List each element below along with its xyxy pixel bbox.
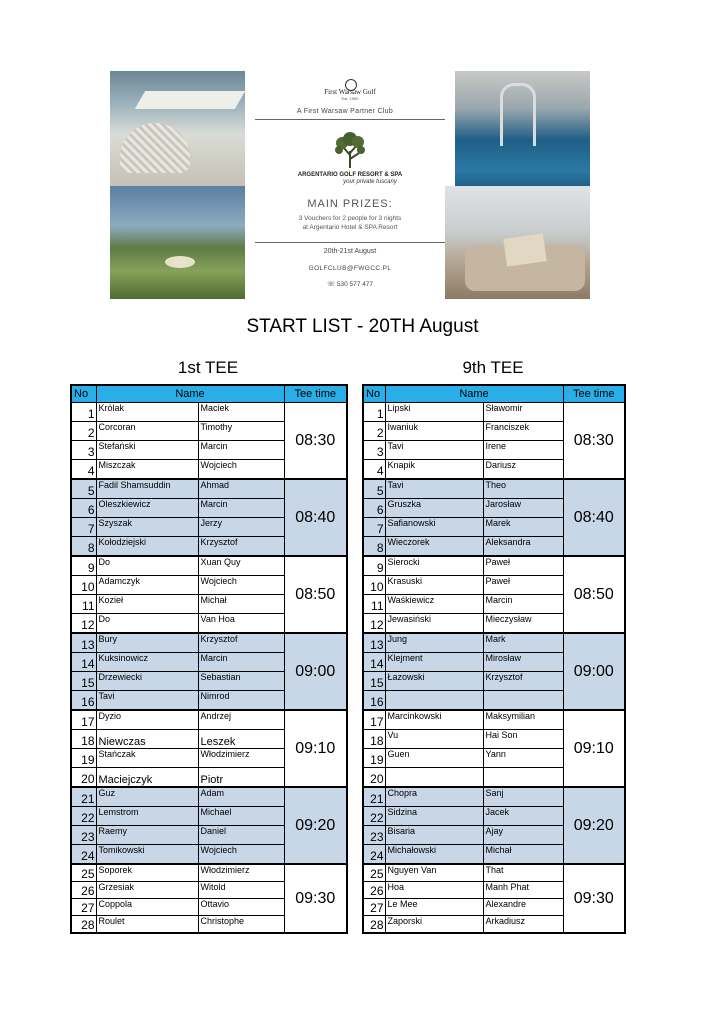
player-surname: Tavi [96, 691, 198, 711]
player-first-name: Alexandre [483, 899, 563, 916]
group-tee-time: 08:50 [563, 556, 625, 633]
player-surname [385, 691, 483, 711]
player-first-name: Franciszek [483, 422, 563, 441]
player-number: 12 [71, 614, 96, 634]
player-number: 6 [363, 499, 385, 518]
lounge-photo [110, 71, 245, 186]
player-number: 19 [71, 749, 96, 768]
player-number: 8 [71, 537, 96, 557]
player-number: 9 [71, 556, 96, 576]
player-number: 21 [71, 787, 96, 807]
player-number: 24 [363, 845, 385, 865]
column-header-no: No [71, 385, 96, 403]
group-tee-time: 09:20 [284, 787, 347, 864]
player-first-name: Mieczysław [483, 614, 563, 634]
start-list-table-1st-tee [70, 384, 348, 934]
column-header-name: Name [385, 385, 563, 403]
player-first-name: Theo [483, 479, 563, 499]
resort-name: ARGENTARIO GOLF RESORT & SPA [297, 172, 403, 178]
player-first-name: Marcin [198, 441, 284, 460]
player-number: 10 [363, 576, 385, 595]
contact-email: GOLFCLUB@FWGCC.PL [308, 265, 392, 272]
player-surname: Soporek [96, 864, 198, 882]
phone-icon: ☏ [326, 281, 336, 288]
player-first-name: Michał [198, 595, 284, 614]
player-first-name: Sanj [483, 787, 563, 807]
player-surname: Dyzio [96, 710, 198, 730]
player-number: 18 [363, 730, 385, 749]
player-number: 28 [71, 916, 96, 934]
tee-heading-1st: 1st TEE [177, 358, 239, 377]
column-header-tee-time: Tee time [563, 385, 625, 403]
player-number: 8 [363, 537, 385, 557]
player-first-name: Krzysztof [198, 633, 284, 653]
prizes-line-1: 3 Vouchers for 2 people for 3 nights [298, 215, 402, 222]
club-since: Est. 1990 [341, 96, 359, 101]
player-surname: Le Mee [385, 899, 483, 916]
player-surname: Do [96, 614, 198, 634]
player-surname: Jung [385, 633, 483, 653]
player-surname: Niewczas [96, 730, 198, 749]
player-first-name: Jacek [483, 807, 563, 826]
player-number: 14 [71, 653, 96, 672]
player-first-name: Manh Phat [483, 882, 563, 899]
player-number: 5 [363, 479, 385, 499]
player-surname: Adamczyk [96, 576, 198, 595]
table-row [71, 633, 347, 653]
player-first-name: Andrzej [198, 710, 284, 730]
player-first-name: Marcin [198, 653, 284, 672]
player-number: 22 [71, 807, 96, 826]
player-number: 2 [363, 422, 385, 441]
player-surname: Szyszak [96, 518, 198, 537]
player-first-name: Marcin [483, 595, 563, 614]
player-first-name: Michael [198, 807, 284, 826]
player-number: 11 [363, 595, 385, 614]
table-row [363, 710, 625, 730]
group-tee-time: 08:30 [563, 403, 625, 480]
player-number: 9 [363, 556, 385, 576]
player-surname: Sidzina [385, 807, 483, 826]
player-number: 11 [71, 595, 96, 614]
player-surname: Tavi [385, 441, 483, 460]
player-surname: Do [96, 556, 198, 576]
table-row [71, 787, 347, 807]
player-surname: Raemy [96, 826, 198, 845]
table-row [363, 556, 625, 576]
table-row [71, 864, 347, 882]
player-number: 25 [71, 864, 96, 882]
player-number: 18 [71, 730, 96, 749]
player-first-name: Yann [483, 749, 563, 768]
player-first-name: Wojciech [198, 576, 284, 595]
player-first-name: Włodzimierz [198, 749, 284, 768]
player-surname: Kuksinowicz [96, 653, 198, 672]
player-number: 3 [363, 441, 385, 460]
player-number: 13 [363, 633, 385, 653]
player-surname: Kozieł [96, 595, 198, 614]
player-first-name: Włodzimierz [198, 864, 284, 882]
player-first-name: Arkadiusz [483, 916, 563, 934]
player-first-name: Van Hoa [198, 614, 284, 634]
table-header-row [71, 385, 347, 403]
player-first-name: Sebastian [198, 672, 284, 691]
player-surname: Coppola [96, 899, 198, 916]
player-first-name: Adam [198, 787, 284, 807]
prizes-title: MAIN PRIZES: [307, 198, 393, 210]
player-number: 28 [363, 916, 385, 934]
group-tee-time: 09:00 [563, 633, 625, 710]
table-row [71, 403, 347, 422]
player-surname: Roulet [96, 916, 198, 934]
player-number: 7 [363, 518, 385, 537]
player-first-name: Ahmad [198, 479, 284, 499]
group-tee-time: 09:30 [284, 864, 347, 933]
group-tee-time: 09:30 [563, 864, 625, 933]
player-surname: Lemstrom [96, 807, 198, 826]
player-surname: Królak [96, 403, 198, 422]
divider [255, 242, 445, 243]
player-first-name: Marek [483, 518, 563, 537]
player-first-name: Ottavio [198, 899, 284, 916]
group-tee-time: 08:40 [563, 479, 625, 556]
player-surname: Fadil Shamsuddin [96, 479, 198, 499]
banner-text-panel [245, 71, 455, 299]
table-row [363, 479, 625, 499]
page-title: START LIST - 20TH August [246, 316, 479, 337]
player-surname: Stańczak [96, 749, 198, 768]
player-first-name: Wojciech [198, 845, 284, 865]
player-first-name: Daniel [198, 826, 284, 845]
player-surname: Vu [385, 730, 483, 749]
player-number: 4 [363, 460, 385, 480]
player-number: 3 [71, 441, 96, 460]
player-number: 17 [71, 710, 96, 730]
player-surname: Safianowski [385, 518, 483, 537]
start-list-table-9th-tee [362, 384, 626, 934]
player-surname: Krasuski [385, 576, 483, 595]
player-surname: Sierocki [385, 556, 483, 576]
player-first-name: Sławomir [483, 403, 563, 422]
player-first-name: Maksymilian [483, 710, 563, 730]
player-first-name: Paweł [483, 576, 563, 595]
player-surname: Zaporski [385, 916, 483, 934]
player-number: 22 [363, 807, 385, 826]
player-number: 26 [71, 882, 96, 899]
player-surname: Knapik [385, 460, 483, 480]
player-surname: Guz [96, 787, 198, 807]
player-number: 24 [71, 845, 96, 865]
golf-course-photo [110, 186, 245, 299]
player-surname: Grzesiak [96, 882, 198, 899]
player-number: 23 [71, 826, 96, 845]
player-number: 27 [363, 899, 385, 916]
player-surname: Guen [385, 749, 483, 768]
group-tee-time: 09:20 [563, 787, 625, 864]
tee-heading-9th: 9th TEE [462, 358, 524, 377]
player-surname: Drzewiecki [96, 672, 198, 691]
player-number: 1 [71, 403, 96, 422]
player-first-name [483, 768, 563, 788]
player-number: 2 [71, 422, 96, 441]
group-tee-time: 08:50 [284, 556, 347, 633]
player-first-name: Leszek [198, 730, 284, 749]
phone-number: 530 577 477 [336, 281, 374, 288]
player-surname: Wieczorek [385, 537, 483, 557]
player-number: 19 [363, 749, 385, 768]
player-surname: Maciejczyk [96, 768, 198, 788]
event-dates: 20th-21st August [323, 248, 377, 255]
player-first-name: Jerzy [198, 518, 284, 537]
group-tee-time: 09:10 [563, 710, 625, 787]
player-number: 16 [363, 691, 385, 711]
player-number: 21 [363, 787, 385, 807]
player-first-name: Mark [483, 633, 563, 653]
player-number: 6 [71, 499, 96, 518]
player-first-name: Xuan Quy [198, 556, 284, 576]
player-number: 7 [71, 518, 96, 537]
player-first-name: Nimrod [198, 691, 284, 711]
player-first-name: Dariusz [483, 460, 563, 480]
player-surname: Oleszkiewicz [96, 499, 198, 518]
player-surname: Corcoran [96, 422, 198, 441]
player-number: 15 [363, 672, 385, 691]
player-surname: Stefański [96, 441, 198, 460]
player-first-name: Michał [483, 845, 563, 865]
player-surname: Klejment [385, 653, 483, 672]
player-number: 13 [71, 633, 96, 653]
player-first-name: Wojciech [198, 460, 284, 480]
player-first-name: Paweł [483, 556, 563, 576]
player-number: 26 [363, 882, 385, 899]
player-number: 14 [363, 653, 385, 672]
table-row [363, 403, 625, 422]
player-first-name: Christophe [198, 916, 284, 934]
player-surname [385, 768, 483, 788]
table-row [71, 479, 347, 499]
prizes-line-2: at Argentario Hotel & SPA Resort [302, 224, 398, 231]
player-surname: Miszczak [96, 460, 198, 480]
player-number: 20 [71, 768, 96, 788]
player-first-name: Aleksandra [483, 537, 563, 557]
tree-logo-icon [333, 131, 367, 169]
player-surname: Hoa [385, 882, 483, 899]
player-surname: Bisaria [385, 826, 483, 845]
player-number: 16 [71, 691, 96, 711]
player-first-name: Irene [483, 441, 563, 460]
group-tee-time: 09:00 [284, 633, 347, 710]
column-header-name: Name [96, 385, 284, 403]
player-surname: Kołodziejski [96, 537, 198, 557]
table-row [71, 556, 347, 576]
player-surname: Michałowski [385, 845, 483, 865]
player-surname: Nguyen Van [385, 864, 483, 882]
table-row [363, 787, 625, 807]
player-number: 10 [71, 576, 96, 595]
player-first-name: Piotr [198, 768, 284, 788]
player-surname: Waśkiewicz [385, 595, 483, 614]
player-first-name: Mirosław [483, 653, 563, 672]
group-tee-time: 08:30 [284, 403, 347, 480]
group-tee-time: 09:10 [284, 710, 347, 787]
player-surname: Tavi [385, 479, 483, 499]
player-surname: Gruszka [385, 499, 483, 518]
hotel-room-photo [445, 186, 590, 299]
player-surname: Tomikowski [96, 845, 198, 865]
column-header-tee-time: Tee time [284, 385, 347, 403]
player-first-name: That [483, 864, 563, 882]
player-number: 15 [71, 672, 96, 691]
column-header-no: No [363, 385, 385, 403]
player-number: 1 [363, 403, 385, 422]
player-first-name: Ajay [483, 826, 563, 845]
player-surname: Marcinkowski [385, 710, 483, 730]
player-number: 23 [363, 826, 385, 845]
partner-line: A First Warsaw Partner Club [296, 108, 394, 115]
resort-tagline: your private tuscany [343, 179, 397, 185]
player-surname: Łazowski [385, 672, 483, 691]
player-number: 12 [363, 614, 385, 634]
table-row [363, 633, 625, 653]
player-first-name: Timothy [198, 422, 284, 441]
player-first-name: Krzysztof [198, 537, 284, 557]
player-number: 4 [71, 460, 96, 480]
player-number: 5 [71, 479, 96, 499]
pool-photo [455, 71, 590, 196]
player-surname: Chopra [385, 787, 483, 807]
player-surname: Iwaniuk [385, 422, 483, 441]
player-first-name: Krzysztof [483, 672, 563, 691]
player-first-name: Witold [198, 882, 284, 899]
player-first-name [483, 691, 563, 711]
player-number: 20 [363, 768, 385, 788]
group-tee-time: 08:40 [284, 479, 347, 556]
table-row [71, 710, 347, 730]
contact-phone [245, 280, 455, 288]
player-surname: Bury [96, 633, 198, 653]
player-number: 25 [363, 864, 385, 882]
player-number: 27 [71, 899, 96, 916]
player-first-name: Maciek [198, 403, 284, 422]
player-surname: Lipski [385, 403, 483, 422]
player-number: 17 [363, 710, 385, 730]
player-first-name: Jarosław [483, 499, 563, 518]
club-name: First Warsaw Golf [324, 88, 376, 96]
player-first-name: Hai Son [483, 730, 563, 749]
player-surname: Jewasiński [385, 614, 483, 634]
promo-banner [110, 71, 590, 299]
table-row [363, 864, 625, 882]
player-first-name: Marcin [198, 499, 284, 518]
divider [255, 119, 445, 120]
table-header-row [363, 385, 625, 403]
